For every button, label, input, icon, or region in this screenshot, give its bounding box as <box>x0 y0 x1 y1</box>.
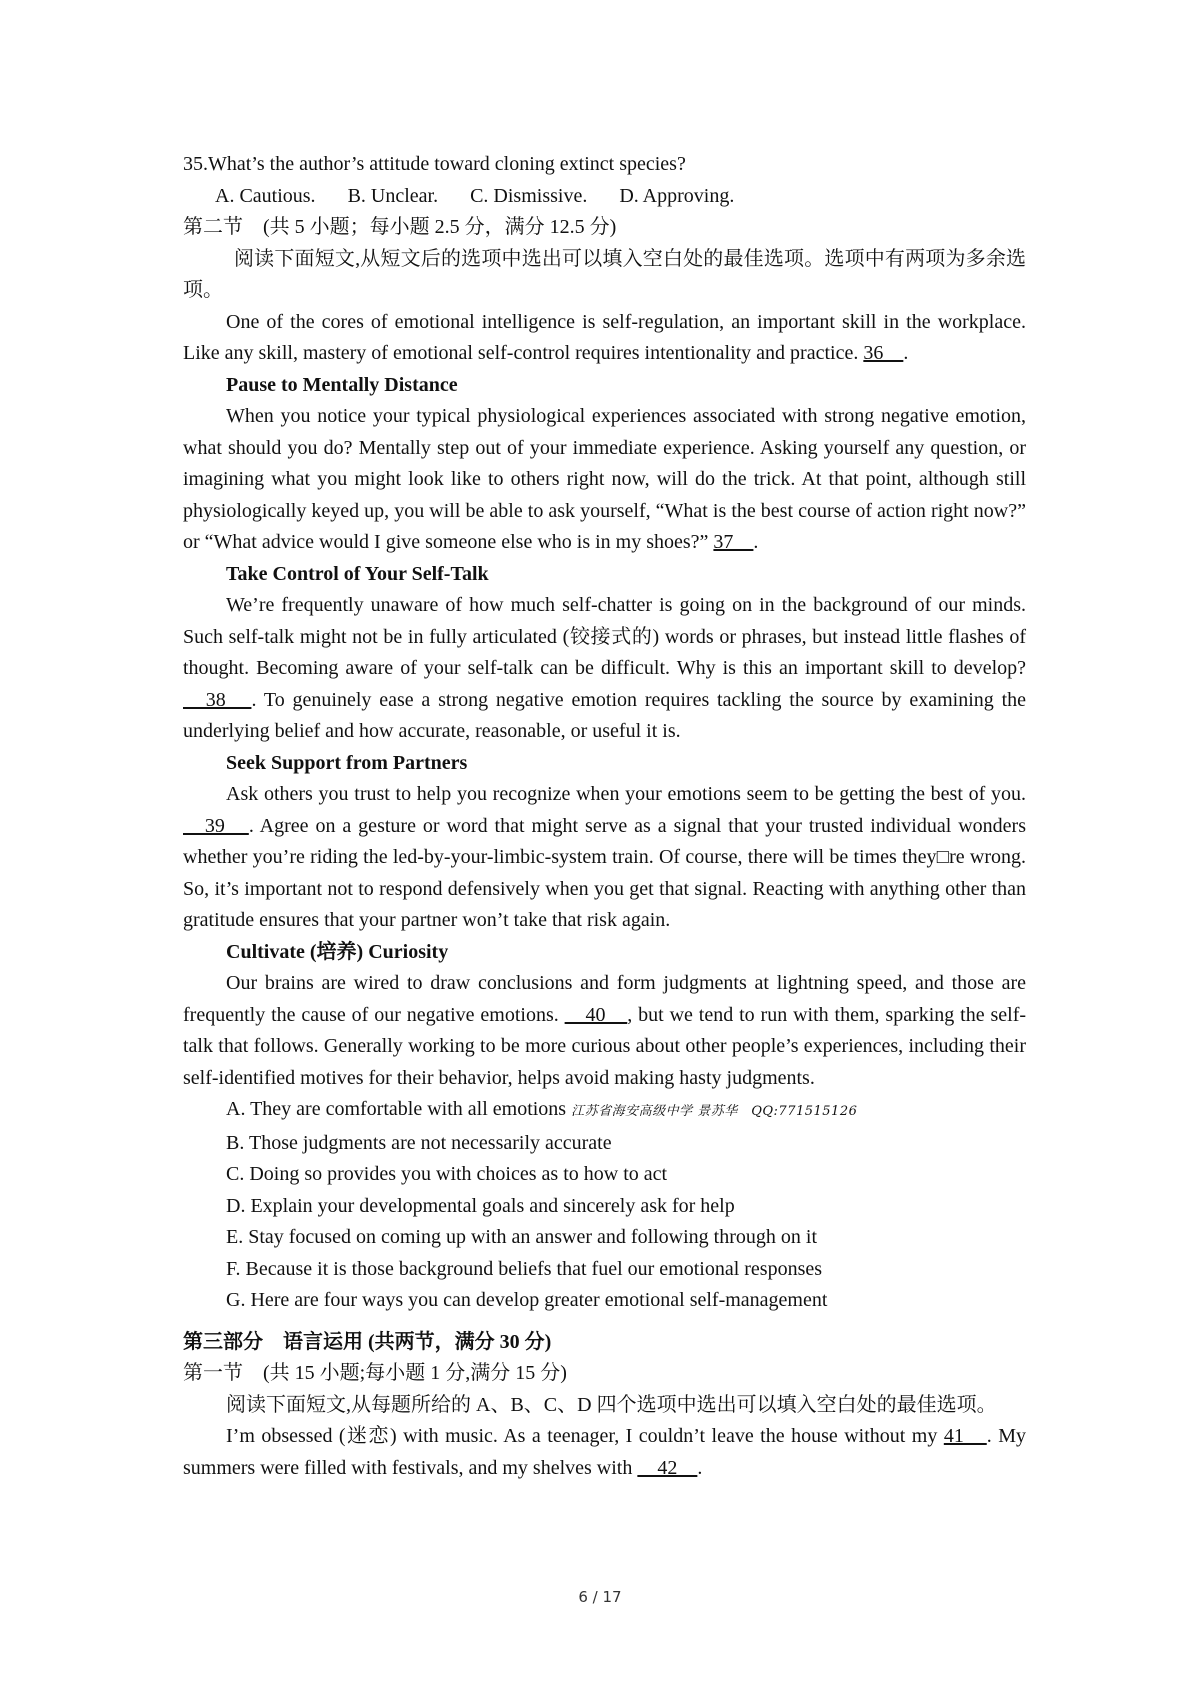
paragraph-text: . My summers were filled with festivals, and my shelves with <box>183 1425 1026 1479</box>
option-b: B. Unclear. <box>347 184 439 207</box>
paragraph-text: . <box>697 1456 703 1479</box>
blank-36: 36 <box>863 342 904 364</box>
part-3-instruction: 阅读下面短文,从每题所给的 A、B、C、D 四个选项中选出可以填入空白处的最佳选项。 <box>226 1393 997 1416</box>
choice-a <box>183 1094 1026 1128</box>
part-3-section-1-heading: 第一节 (共 15 小题;每小题 1 分,满分 15 分) <box>183 1362 567 1384</box>
passage-paragraph-2: When you notice your typical physiological experiences associated with strong negative emotion, what should you do? Mentally step out of your immediate experience. Asking yourself any question, or imagining what you might look like to others right now, will do the trick. At that point, although still physiologically keyed up, you will be able to ask yourself, “What is the best course of action right now?” or “What advice would I give someone else who is in my shoes?” 37 . <box>183 405 1026 553</box>
subheading-self-talk: Take Control of Your Self-Talk <box>226 562 489 585</box>
subheading-pause: Pause to Mentally Distance <box>226 373 458 396</box>
page-number: 6 / 17 <box>578 1588 622 1606</box>
blank-37: 37 <box>713 531 754 553</box>
choice-b: B. Those judgments are not necessarily accurate <box>226 1131 612 1154</box>
option-c: C. Dismissive. <box>470 184 588 207</box>
paragraph-text: , but we tend to run with them, sparking the self-talk that follows. Generally working to be more curious about other people’s experiences, including their self-identified motives for their behavior, helps avoid making hasty judgments. <box>183 1003 1027 1089</box>
choice-e: E. Stay focused on coming up with an answer and following through on it <box>226 1226 818 1248</box>
choice-f: F. Because it is those background beliefs that fuel our emotional responses <box>226 1257 823 1280</box>
subheading-support: Seek Support from Partners <box>226 751 468 774</box>
paragraph-text: . To genuinely ease a strong negative emotion requires tackling the source by examining the underlying belief and how accurate, reasonable, or useful it is. <box>183 688 1027 742</box>
watermark-note: 江苏省海安高级中学 景苏华 QQ:771515126 <box>571 1104 858 1119</box>
paragraph-text: When you notice your typical physiological experiences associated with strong negative emotion, what should you do? Mentally step out of your immediate experience. Asking yourself any question, or imagining what you might look like to others right now, will do the trick. At that point, although still physiologically keyed up, you will be able to ask yourself, “What is the best course of action right now?” or “What advice would I give someone else who is in my shoes?” <box>183 405 1026 553</box>
paragraph-text: I’m obsessed (迷恋) with music. As a teenager, I couldn’t leave the house without my <box>226 1425 938 1447</box>
choice-d: D. Explain your developmental goals and sincerely ask for help <box>226 1194 735 1217</box>
part-3-heading: 第三部分 语言运用 (共两节，满分 30 分) <box>183 1330 552 1353</box>
choice-a-text: A. They are comfortable with all emotions <box>226 1098 567 1120</box>
blank-40: 40 <box>564 1003 628 1026</box>
blank-42: 42 <box>637 1456 698 1479</box>
paragraph-text: We’re frequently unaware of how much self-chatter is going on in the background of our minds. Such self-talk might not be in fully articulated (铰接式的) words or phrases, but instead little flashes of thought. Becoming aware of your self-talk can be difficult. Why is this an important skill to develop? <box>183 594 1026 679</box>
paragraph-text: Ask others you trust to help you recognize when your emotions seem to be getting the best of you. <box>226 783 1026 805</box>
section-2-instruction: 阅读下面短文,从短文后的选项中选出可以填入空白处的最佳选项。选项中有两项为多余选项。 <box>183 247 1026 301</box>
passage-paragraph-1: One of the cores of emotional intelligence is self-regulation, an important skill in the workplace. Like any skill, mastery of emotional self-control requires intentionality and practice. 36 . <box>183 310 1026 364</box>
section-2-heading: 第二节 (共 5 小题；每小题 2.5 分，满分 12.5 分) <box>183 216 617 238</box>
question-35-stem: 35.What’s the author’s attitude toward cloning extinct species? <box>183 153 686 175</box>
passage-paragraph-5 <box>183 968 1026 1094</box>
blank-39: 39 <box>183 814 249 837</box>
question-35-options <box>183 181 1026 213</box>
choice-g: G. Here are four ways you can develop greater emotional self-management <box>226 1289 828 1311</box>
passage-paragraph-4 <box>183 779 1026 937</box>
passage-paragraph-3 <box>183 590 1026 748</box>
paragraph-text: One of the cores of emotional intelligence is self-regulation, an important skill in the workplace. Like any skill, mastery of emotional self-control requires intentionality and practice. <box>183 310 1026 364</box>
option-d: D. Approving. <box>619 184 735 207</box>
choice-c: C. Doing so provides you with choices as to how to act <box>226 1163 668 1185</box>
paragraph-text: . Agree on a gesture or word that might serve as a signal that your trusted individual wonders whether you’re riding the led-by-your-limbic-system train. Of course, there will be times they□re wrong. So, it’s important not to respond defensively when you get that signal. Reacting with anything other than gratitude ensures that your partner won’t take that risk again. <box>183 814 1026 931</box>
blank-38: 38 <box>183 688 252 711</box>
spacer <box>183 1317 1026 1327</box>
option-a: A. Cautious. <box>215 184 316 207</box>
page-content <box>183 149 1026 1484</box>
paragraph-text: Our brains are wired to draw conclusions and form judgments at lightning speed, and those are frequently the cause of our negative emotions. <box>183 972 1026 1026</box>
subheading-curiosity: Cultivate (培养) Curiosity <box>226 940 449 963</box>
blank-41: 41 <box>943 1425 987 1447</box>
part-3-paragraph-1 <box>183 1421 1026 1484</box>
